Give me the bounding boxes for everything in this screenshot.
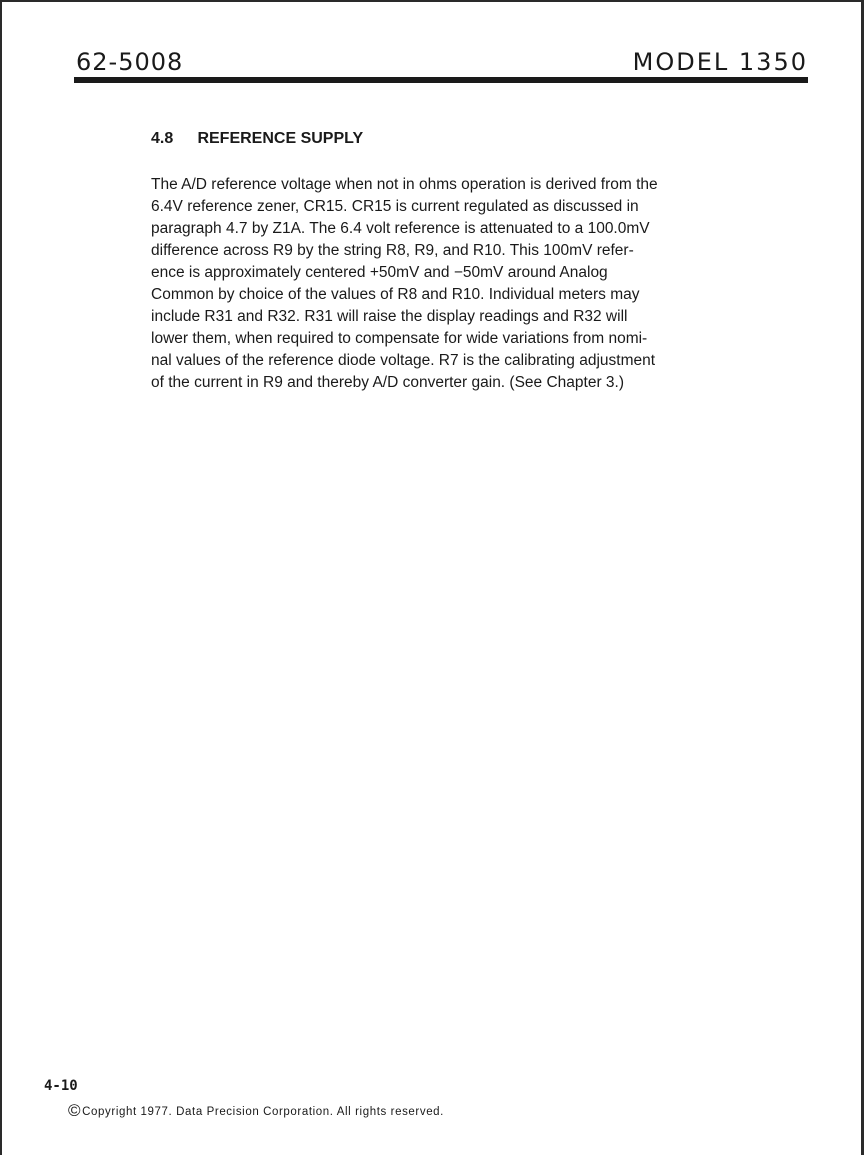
page-border-top xyxy=(0,0,864,2)
paragraph-line: of the current in R9 and thereby A/D converter gain. (See Chapter 3.) xyxy=(151,374,625,391)
document-number: 62-5008 xyxy=(76,48,184,76)
paragraph-line: nal values of the reference diode voltage. R7 is the calibrating adjustment xyxy=(151,352,656,369)
section-title: REFERENCE SUPPLY xyxy=(197,130,364,147)
paragraph-line: The A/D reference voltage when not in ohms operation is derived from the xyxy=(151,176,658,193)
paragraph-line: paragraph 4.7 by Z1A. The 6.4 volt reference is attenuated to a 100.0mV xyxy=(151,220,650,237)
paragraph-line: ence is approximately centered +50mV and −50mV around Analog xyxy=(151,264,608,281)
paragraph-line: include R31 and R32. R31 will raise the display readings and R32 will xyxy=(151,308,628,325)
page-number: 4-10 xyxy=(44,1078,78,1094)
paragraph-line: lower them, when required to compensate for wide variations from nomi- xyxy=(151,330,648,347)
paragraph-line: 6.4V reference zener, CR15. CR15 is current regulated as discussed in xyxy=(151,198,639,215)
page-border-left xyxy=(0,0,2,1155)
paragraph-line: difference across R9 by the string R8, R9, and R10. This 100mV refer- xyxy=(151,242,634,259)
paragraph-line: Common by choice of the values of R8 and R10. Individual meters may xyxy=(151,286,640,303)
model-title: MODEL 1350 xyxy=(632,48,808,76)
section-heading xyxy=(151,130,363,148)
copyright-text: Copyright 1977. Data Precision Corporation. All rights reserved. xyxy=(82,1106,444,1118)
copyright-notice xyxy=(68,1100,444,1120)
section-number: 4.8 xyxy=(151,130,174,147)
copyright-symbol: © xyxy=(68,1101,82,1120)
body-paragraph xyxy=(151,174,731,394)
header-rule xyxy=(74,77,808,83)
